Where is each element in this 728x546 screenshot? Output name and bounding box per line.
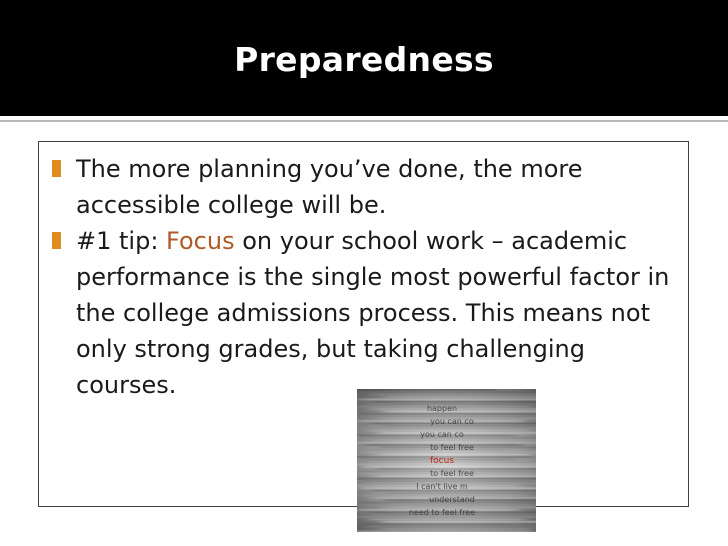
blur-streak [357, 389, 497, 391]
image-word: I can't live m [416, 482, 468, 491]
blur-streak [357, 413, 536, 415]
blur-streak [384, 411, 536, 413]
image-word: to feel free [430, 469, 474, 478]
focus-zoom-graphic [357, 389, 536, 532]
bullet-item-tip [48, 223, 678, 403]
image-focus-word: focus [429, 456, 455, 466]
blur-streak [372, 401, 536, 403]
title-divider [0, 120, 728, 122]
blur-streak [373, 394, 536, 396]
bullet-list [48, 151, 678, 403]
bullet-item-planning [48, 151, 678, 223]
bullet-text: The more planning you’ve done, the more accessible college will be. [76, 155, 583, 219]
title-bar [0, 0, 728, 116]
image-word: you can co [430, 417, 474, 426]
blur-streak [357, 531, 535, 532]
image-word: to feel free [430, 443, 474, 452]
blur-streak [386, 492, 536, 494]
bullet-prefix: #1 tip: [76, 227, 167, 255]
blur-streak [386, 396, 536, 398]
blur-streak [382, 521, 536, 523]
blur-streak [378, 454, 531, 456]
blur-streak [381, 528, 533, 530]
focus-zoom-image [357, 389, 536, 532]
image-word: understand [429, 495, 475, 504]
blur-streak [369, 519, 525, 521]
bullet-rest: on your school work – academic performance is the single most powerful factor in the college admissions process. This means not only strong grades, but taking challenging courses. [76, 227, 670, 399]
image-word: you can co [420, 430, 464, 439]
blur-streak [357, 427, 536, 429]
blur-streak [363, 466, 536, 468]
blur-streak [377, 461, 536, 463]
slide-title: Preparedness [234, 40, 494, 79]
bullet-marker-icon [52, 160, 61, 177]
image-word: need to feel free [408, 508, 476, 517]
blur-streak [357, 478, 536, 480]
focus-highlight: Focus [166, 227, 235, 255]
blur-streak [385, 403, 536, 405]
blur-streak [371, 504, 533, 506]
blur-streak [380, 439, 536, 441]
bullet-marker-icon [52, 232, 61, 249]
blur-streak [360, 391, 536, 393]
blur-streak [357, 523, 509, 525]
blur-streak [368, 526, 536, 528]
blur-streak [359, 399, 536, 401]
image-word: happen [426, 404, 458, 413]
